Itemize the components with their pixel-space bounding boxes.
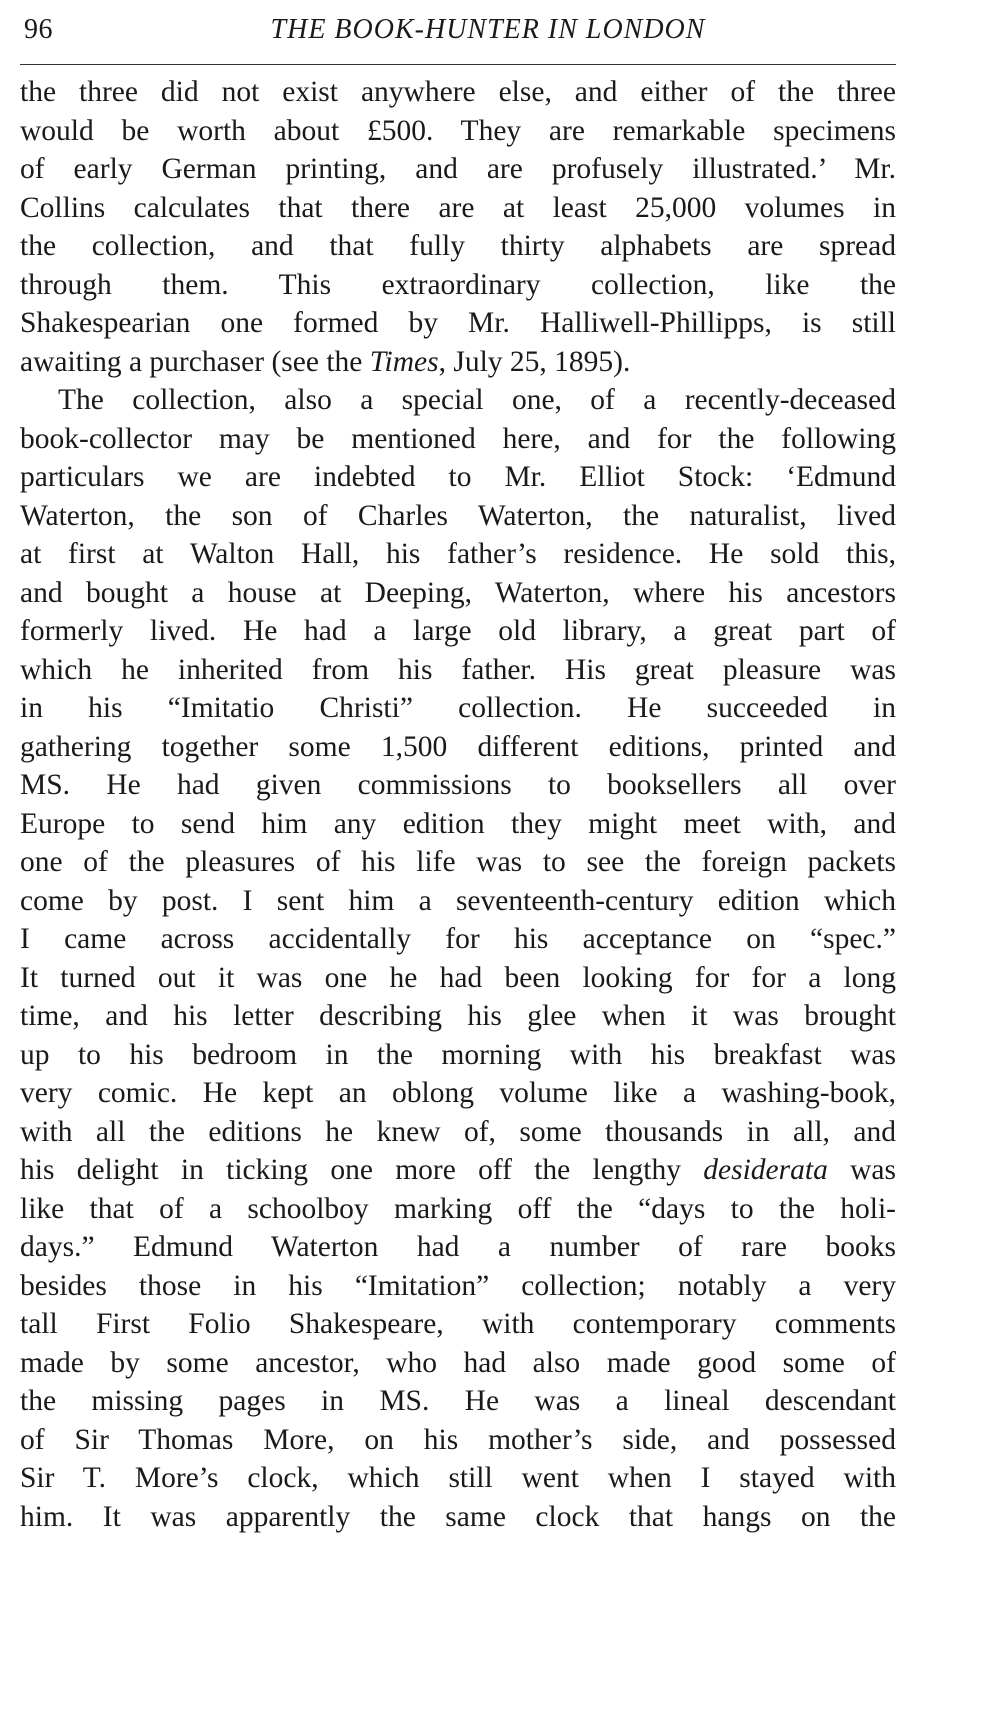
text-line: Waterton, the son of Charles Waterton, the naturalist, lived [20, 499, 896, 532]
text-line: very comic. He kept an oblong volume like a washing-book, [20, 1077, 896, 1109]
text-line: gathering together some 1,500 different editions, printed and [20, 730, 896, 763]
paragraph-1 [20, 73, 896, 381]
text-line: of early German printing, and are profusely illustrated.’ Mr. [20, 153, 896, 185]
body-text [20, 73, 896, 1536]
text-line: with all the editions he knew of, some thousands in all, and [20, 1115, 896, 1148]
text-line: Shakespearian one formed by Mr. Halliwell-Phillipps, is still [20, 307, 896, 339]
running-head [20, 0, 896, 65]
text-line: made by some ancestor, who had also made good some of [20, 1346, 896, 1379]
running-title: THE BOOK-HUNTER IN LONDON [270, 14, 706, 45]
text-line: in his “Imitatio Christi” collection. He succeeded in [20, 692, 896, 724]
text-line: would be worth about £500. They are remarkable specimens [20, 114, 896, 147]
text-line: the missing pages in MS. He was a lineal descendant [20, 1385, 896, 1417]
text-line: MS. He had given commissions to booksellers all over [20, 769, 896, 801]
text-line: of Sir Thomas More, on his mother’s side, and possessed [20, 1423, 896, 1456]
text-line: the three did not exist anywhere else, and either of the three [20, 76, 896, 108]
text-line: one of the pleasures of his life was to see the foreign packets [20, 846, 896, 878]
text-line: I came across accidentally for his acceptance on “spec.” [20, 923, 896, 955]
text-line: him. It was apparently the same clock that hangs on the [20, 1500, 896, 1533]
text-line: awaiting a purchaser (see the Times, July 25, 1895). [20, 345, 631, 378]
text-line: the collection, and that fully thirty alphabets are spread [20, 230, 896, 262]
text-line: time, and his letter describing his glee when it was brought [20, 1000, 896, 1032]
text-line: through them. This extraordinary collection, like the [20, 268, 896, 301]
text-line: come by post. I sent him a seventeenth-century edition which [20, 884, 896, 917]
book-page [20, 0, 896, 1536]
text-line: besides those in his “Imitation” collection; notably a very [20, 1269, 896, 1302]
page-number: 96 [24, 14, 53, 45]
text-line: particulars we are indebted to Mr. Elliot Stock: ‘Edmund [20, 461, 896, 493]
text-line: days.” Edmund Waterton had a number of rare books [20, 1231, 896, 1263]
text-line: and bought a house at Deeping, Waterton, where his ancestors [20, 576, 896, 609]
text-line: It turned out it was one he had been looking for for a long [20, 961, 896, 994]
text-line: Europe to send him any edition they might meet with, and [20, 807, 896, 840]
text-line: up to his bedroom in the morning with his breakfast was [20, 1038, 896, 1071]
text-line: his delight in ticking one more off the lengthy desiderata was [20, 1154, 896, 1186]
text-line: Sir T. More’s clock, which still went when I stayed with [20, 1462, 896, 1494]
text-line: which he inherited from his father. His great pleasure was [20, 653, 896, 686]
text-line: formerly lived. He had a large old library, a great part of [20, 615, 896, 647]
text-line: at first at Walton Hall, his father’s residence. He sold this, [20, 538, 896, 570]
text-line: book-collector may be mentioned here, and for the following [20, 422, 896, 455]
text-line: tall First Folio Shakespeare, with contemporary comments [20, 1308, 896, 1340]
text-line: The collection, also a special one, of a recently-deceased [58, 384, 896, 416]
text-line: Collins calculates that there are at least 25,000 volumes in [20, 191, 896, 224]
paragraph-2 [20, 381, 896, 1536]
text-line: like that of a schoolboy marking off the “days to the holi- [20, 1192, 896, 1225]
